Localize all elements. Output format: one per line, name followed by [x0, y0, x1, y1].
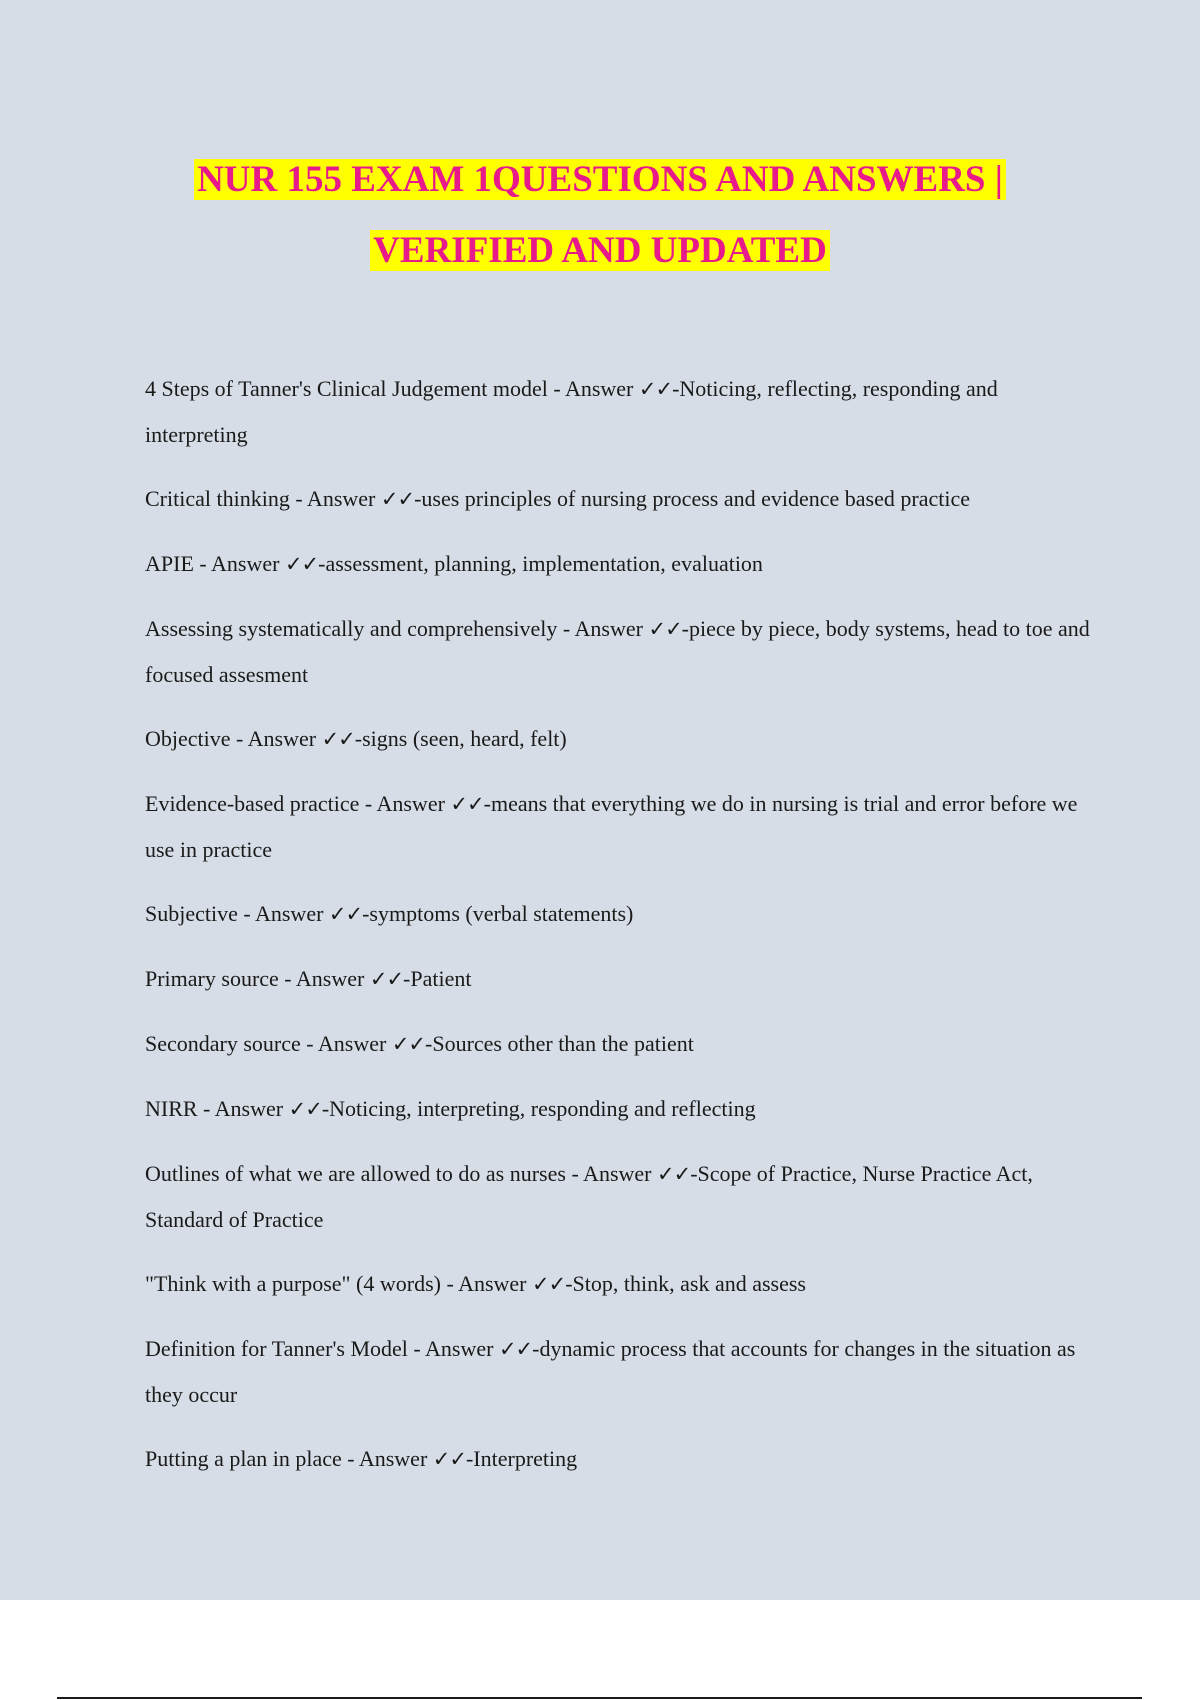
qa-entry [145, 476, 1095, 522]
title-line [0, 215, 1200, 286]
double-check-icon: ✓✓ [391, 1032, 426, 1056]
qa-term: Secondary source - Answer [145, 1031, 392, 1056]
qa-answer: -Sources other than the patient [425, 1031, 694, 1056]
qa-entry [145, 1326, 1095, 1417]
double-check-icon: ✓✓ [321, 727, 355, 751]
title-line-text: NUR 155 EXAM 1QUESTIONS AND ANSWERS | [194, 159, 1006, 200]
qa-entry [145, 1151, 1095, 1242]
qa-entry [145, 1261, 1095, 1307]
qa-entry [145, 956, 1095, 1002]
double-check-icon: ✓✓ [328, 902, 363, 926]
qa-term: Definition for Tanner's Model - Answer [145, 1336, 499, 1361]
qa-entry [145, 1086, 1095, 1132]
qa-term: APIE - Answer [145, 551, 285, 576]
double-check-icon: ✓✓ [656, 1162, 691, 1186]
qa-entry [145, 716, 1095, 762]
qa-answer: -dynamic process that accounts for changes in the situation as they occur [145, 1336, 1076, 1407]
qa-term: Assessing systematically and comprehensively - Answer [145, 616, 649, 641]
qa-term: Critical thinking - Answer [145, 486, 381, 511]
qa-term: NIRR - Answer [145, 1096, 289, 1121]
qa-term: "Think with a purpose" (4 words) - Answer [145, 1271, 533, 1296]
qa-entry [145, 781, 1095, 872]
qa-answer: -uses principles of nursing process and evidence based practice [414, 486, 970, 511]
qa-entry [145, 606, 1095, 697]
double-check-icon: ✓✓ [648, 617, 682, 641]
qa-term: Primary source - Answer [145, 966, 370, 991]
qa-answer: -assessment, planning, implementation, evaluation [318, 551, 763, 576]
qa-entry [145, 541, 1095, 587]
qa-answer: -Stop, think, ask and assess [565, 1271, 806, 1296]
qa-answer: -symptoms (verbal statements) [362, 901, 634, 926]
double-check-icon: ✓✓ [532, 1272, 566, 1296]
qa-answer: -Interpreting [465, 1446, 578, 1471]
qa-answer: -signs (seen, heard, felt) [354, 726, 567, 751]
qa-term: Objective - Answer [145, 726, 322, 751]
qa-entry [145, 1021, 1095, 1067]
page-footer [0, 1600, 1200, 1700]
double-check-icon: ✓✓ [432, 1447, 466, 1471]
qa-term: 4 Steps of Tanner's Clinical Judgement model - Answer [145, 376, 639, 401]
title-line [0, 144, 1200, 215]
qa-term: Evidence-based practice - Answer [145, 791, 451, 816]
qa-entry [145, 891, 1095, 937]
double-check-icon: ✓✓ [498, 1337, 533, 1361]
double-check-icon: ✓✓ [288, 1097, 322, 1121]
qa-answer: -Noticing, reflecting, responding and interpreting [145, 376, 998, 447]
title-line-text: VERIFIED AND UPDATED [370, 230, 830, 271]
double-check-icon: ✓✓ [450, 792, 484, 816]
footer-divider [57, 1697, 1142, 1699]
qa-term: Putting a plan in place - Answer [145, 1446, 433, 1471]
qa-answer: -Scope of Practice, Nurse Practice Act, Standard of Practice [145, 1161, 1033, 1232]
qa-answer: -means that everything we do in nursing is trial and error before we use in practice [145, 791, 1078, 862]
qa-answer: -Patient [403, 966, 472, 991]
qa-term: Subjective - Answer [145, 901, 329, 926]
qa-term: Outlines of what we are allowed to do as nurses - Answer [145, 1161, 657, 1186]
double-check-icon: ✓✓ [380, 487, 415, 511]
qa-entry [145, 1436, 1095, 1482]
double-check-icon: ✓✓ [284, 552, 319, 576]
qa-answer: -Noticing, interpreting, responding and reflecting [321, 1096, 756, 1121]
qa-answer: -piece by piece, body systems, head to toe and focused assesment [145, 616, 1090, 687]
double-check-icon: ✓✓ [638, 377, 673, 401]
qa-entry [145, 366, 1095, 457]
qa-list [145, 366, 1095, 1501]
double-check-icon: ✓✓ [369, 967, 404, 991]
document-title [0, 144, 1200, 286]
